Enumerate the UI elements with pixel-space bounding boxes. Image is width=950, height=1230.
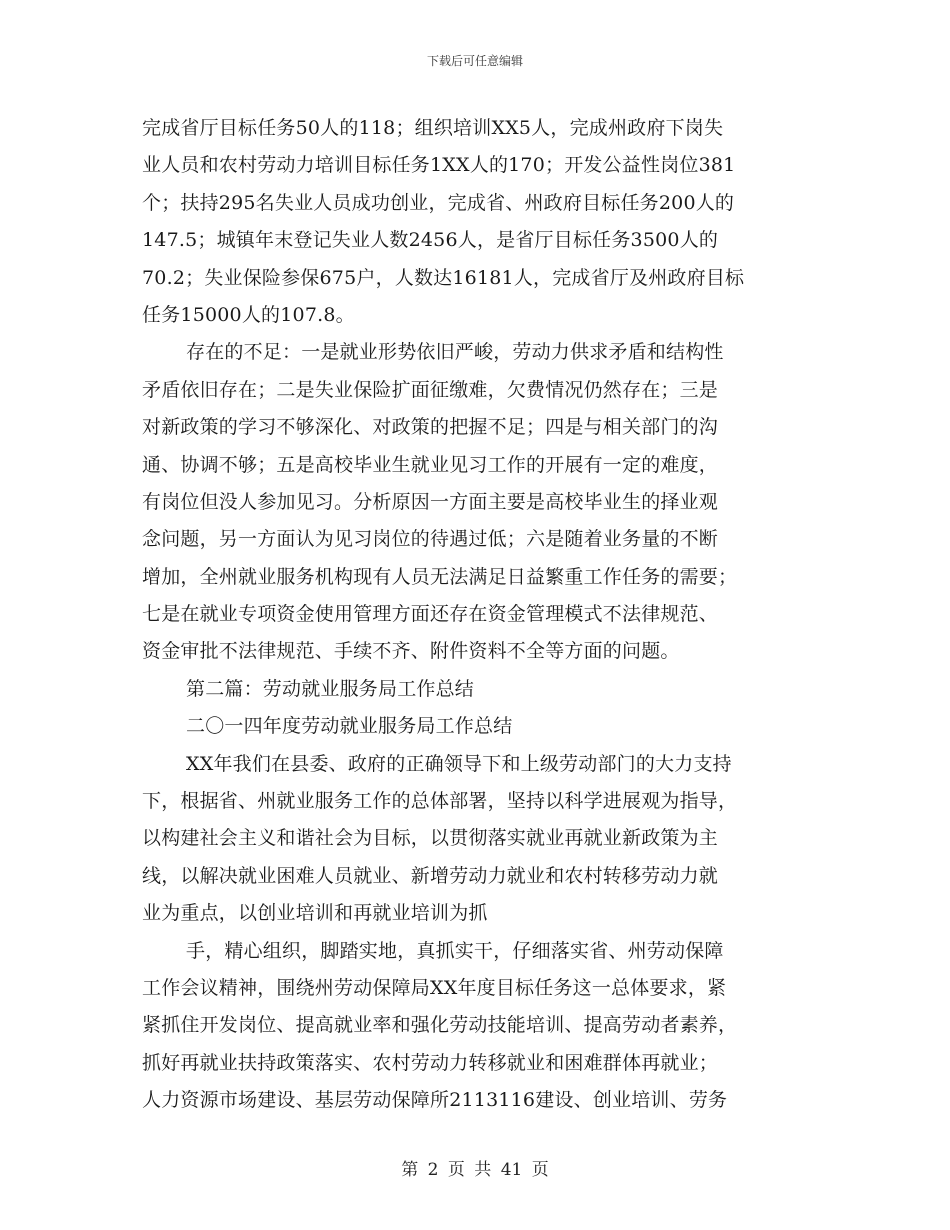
text-line: 七是在就业专项资金使用管理方面还存在资金管理模式不法律规范、 [142,603,719,626]
text-line: 工作会议精神，围绕州劳动保障局XX年度目标任务这一总体要求，紧 [142,976,727,999]
text-line: 业人员和农村劳动力培训目标任务1XX人的170；开发公益性岗位381 [142,154,736,177]
text-line: 通、协调不够；五是高校毕业生就业见习工作的开展有一定的难度， [142,453,719,476]
text-line: 以构建社会主义和谐社会为目标，以贯彻落实就业再就业新政策为主 [142,827,719,850]
text-line: 矛盾依旧存在；二是失业保险扩面征缴难，欠费情况仍然存在；三是 [142,378,719,401]
text-line: 个；扶持295名失业人员成功创业，完成省、州政府目标任务200人的 [142,191,735,214]
text-line: 念问题，另一方面认为见习岗位的待遇过低；六是随着业务量的不断 [142,528,719,551]
text-line: 存在的不足：一是就业形势依旧严峻，劳动力供求矛盾和结构性 [186,341,724,364]
text-line: 完成省厅目标任务50人的118；组织培训XX5人，完成州政府下岗失 [142,117,724,139]
text-line: 资金审批不法律规范、手续不齐、附件资料不全等方面的问题。 [142,640,680,663]
text-line: 70.2；失业保险参保675户，人数达16181人，完成省厅及州政府目标 [142,266,745,289]
text-line: 业为重点，以创业培训和再就业培训为抓 [142,902,488,925]
text-line: 手，精心组织，脚踏实地，真抓实干，仔细落实省、州劳动保障 [186,939,724,962]
text-line: 增加，全州就业服务机构现有人员无法满足日益繁重工作任务的需要； [142,565,738,588]
page-header: 下载后可任意编辑 [426,54,523,68]
text-line: 人力资源市场建设、基层劳动保障所2113116建设、创业培训、劳务 [142,1089,728,1112]
text-line: 任务15000人的107.8。 [142,303,355,326]
text-line: 对新政策的学习不够深化、对政策的把握不足；四是与相关部门的沟 [142,416,719,439]
text-line: 有岗位但没人参加见习。分析原因一方面主要是高校毕业生的择业观 [142,490,719,513]
text-line: 第二篇：劳动就业服务局工作总结 [186,677,475,700]
text-line: 紧抓住开发岗位、提高就业率和强化劳动技能培训、提高劳动者素养， [142,1014,738,1037]
text-line: 二〇一四年度劳动就业服务局工作总结 [186,715,513,738]
text-line: 线，以解决就业困难人员就业、新增劳动力就业和农村转移劳动力就 [142,864,719,887]
text-line: 下，根据省、州就业服务工作的总体部署，坚持以科学进展观为指导， [142,790,738,813]
document-body [142,110,814,1120]
text-line: XX年我们在县委、政府的正确领导下和上级劳动部门的大力支持 [186,752,732,775]
text-line: 147.5；城镇年末登记失业人数2456人，是省厅目标任务3500人的 [142,229,719,252]
text-line: 抓好再就业扶持政策落实、农村劳动力转移就业和困难群体再就业； [142,1051,719,1074]
page-number-footer: 第 2 页 共 41 页 [401,1160,549,1180]
